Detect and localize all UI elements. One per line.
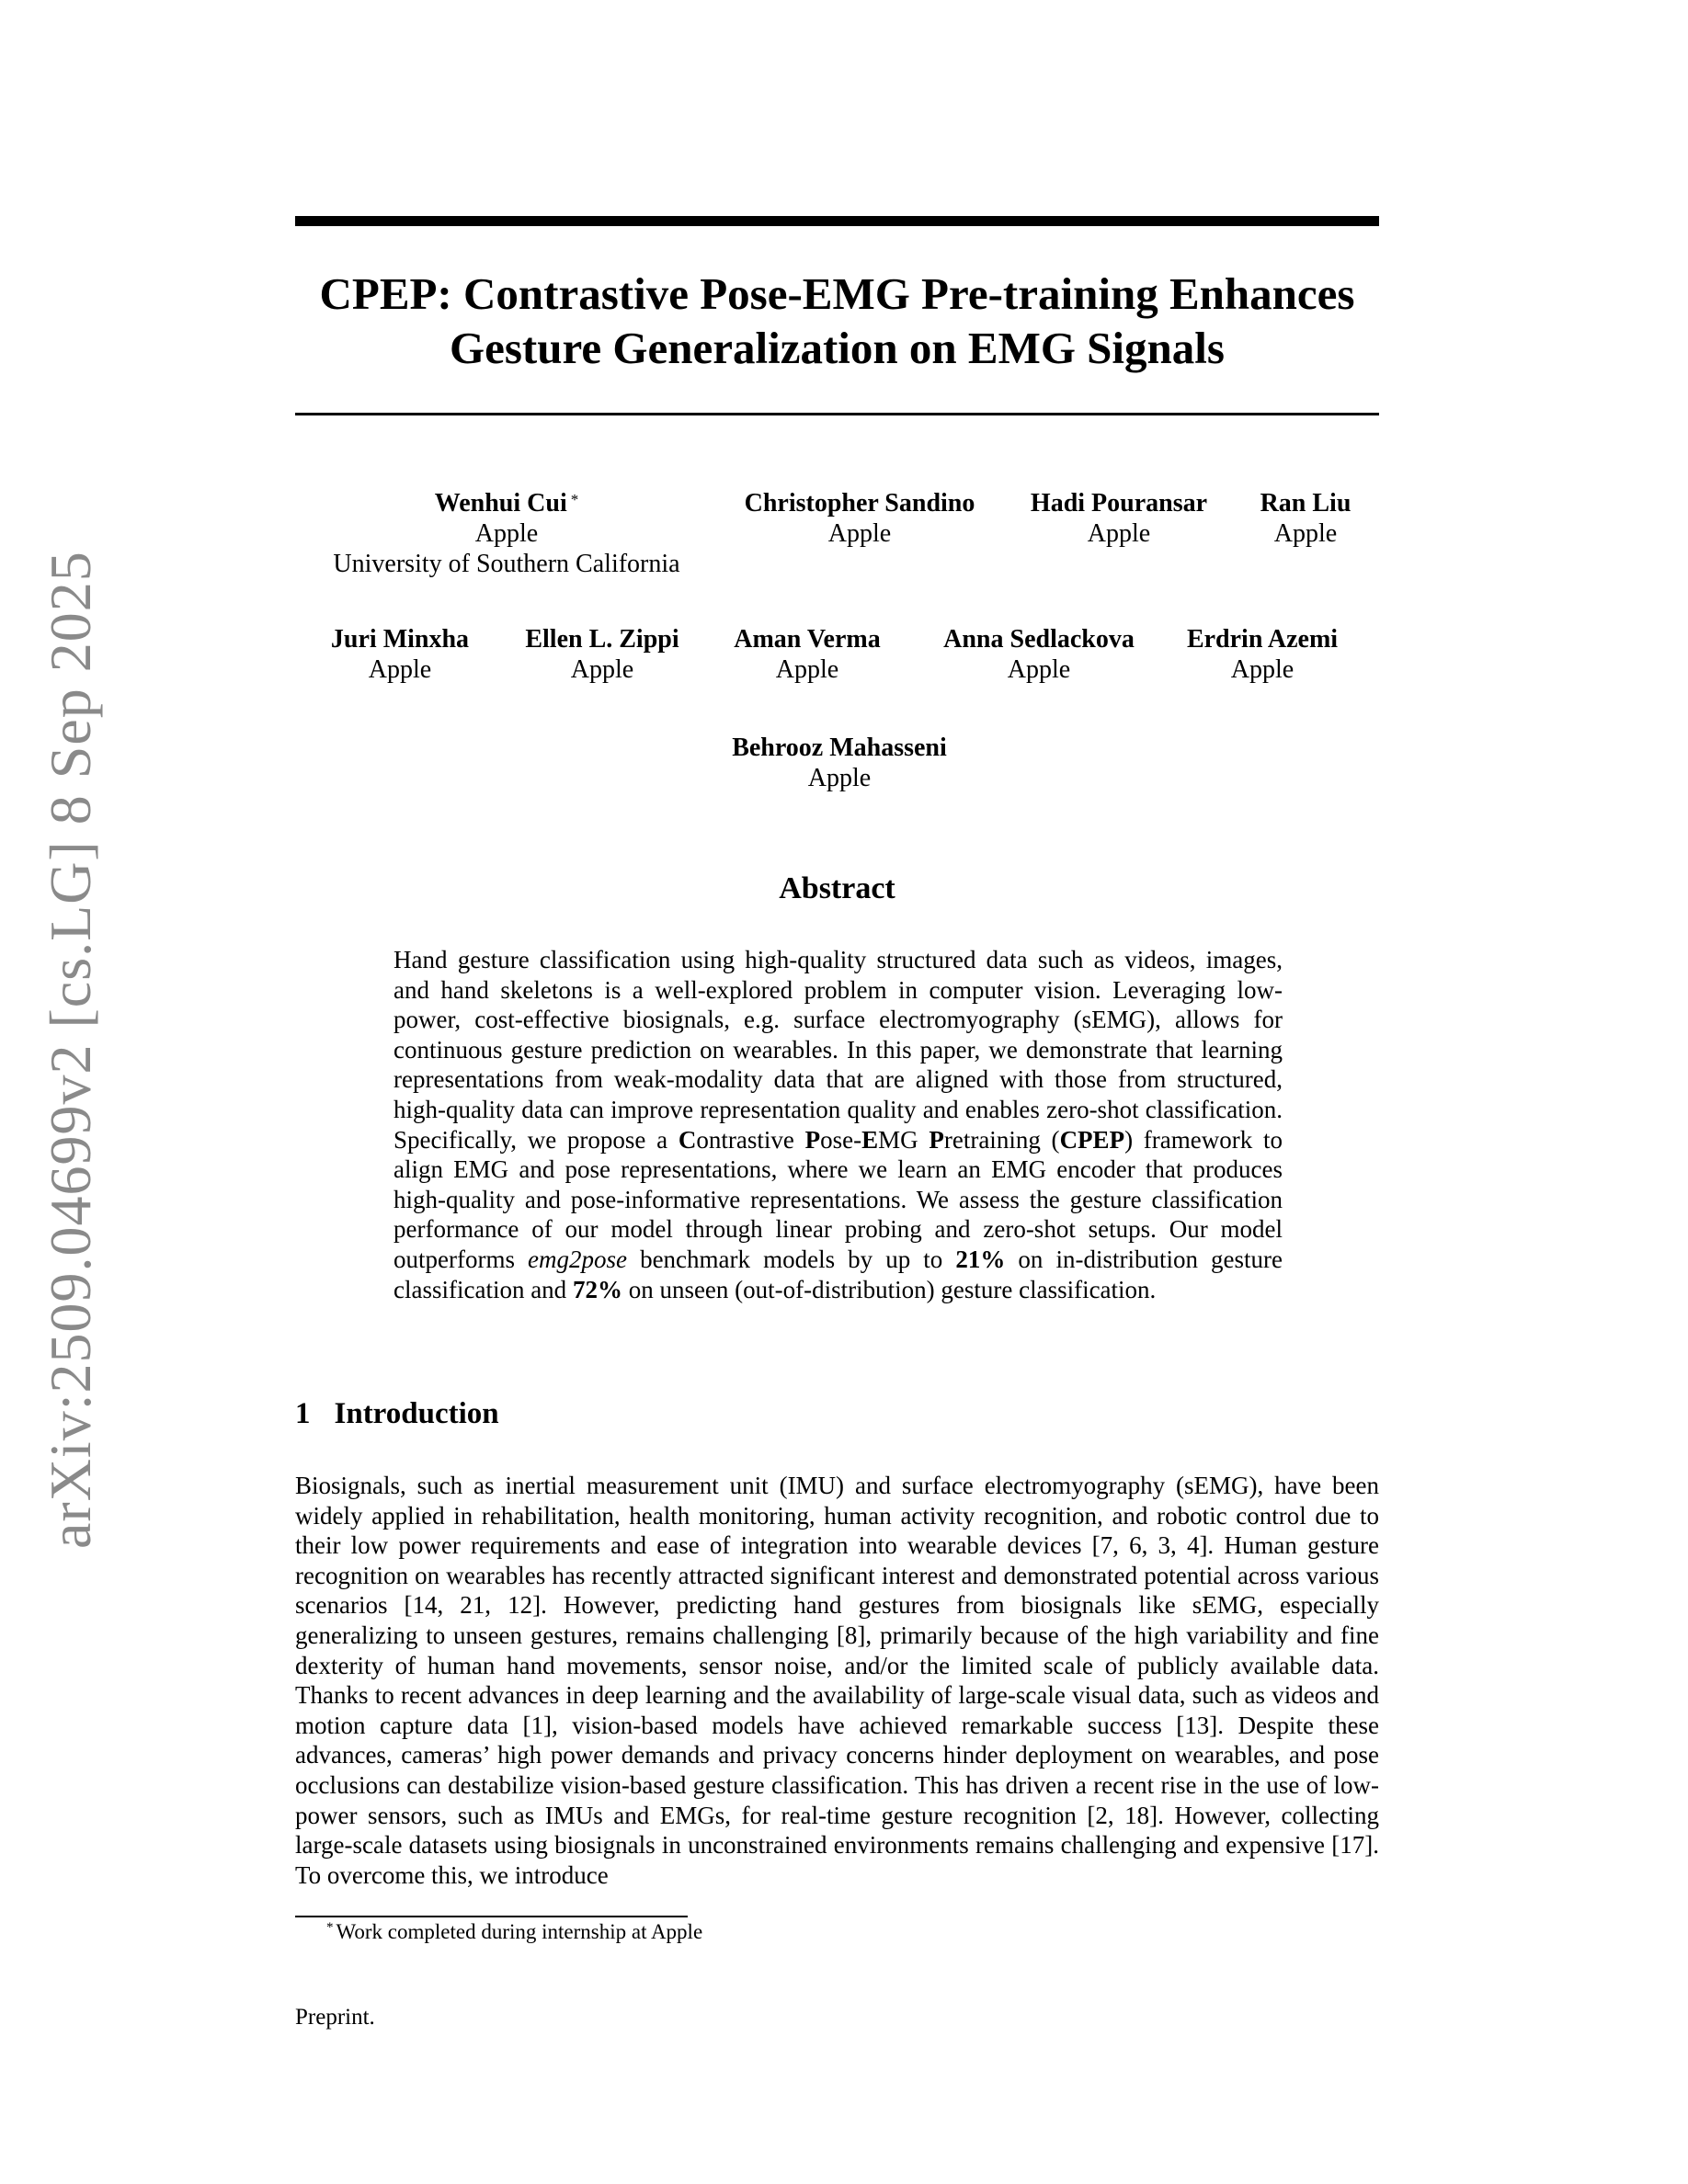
author-block-9 [1166,624,1359,685]
author-block-5 [317,624,483,685]
author-block-10 [701,733,977,793]
author-block-7 [720,624,895,685]
author-affiliation-5: Apple [368,655,432,684]
section-number: 1 [295,1397,311,1430]
author-name-3: Hadi Pouransar [1030,489,1208,518]
author-name-8: Anna Sedlackova [943,625,1135,654]
introduction-paragraph: Biosignals, such as inertial measurement unit (IMU) and surface electromyography (sEMG), have been widely applied in rehabilitation, health monitoring, human activity recognition, and robotic control due to their low power requirements and ease of integration into wearable devices [7, 6, 3, 4]. Human gesture recognition on wearables has recently attracted significant interest and demonstrated potential across various scenarios [14, 21, 12]. However, predicting hand gestures from biosignals like sEMG, especially generalizing to unseen gestures, remains challenging [8], primarily because of the high variability and fine dexterity of human hand movements, sensor noise, and/or the limited scale of publicly available data. Thanks to recent advances in deep learning and the availability of large-scale visual data, such as videos and motion capture data [1], vision-based models have achieved remarkable success [13]. Despite these advances, cameras’ high power demands and privacy concerns hinder deployment on wearables, and pose occlusions can destabilize vision-based gesture classification. This has driven a recent rise in the use of low-power sensors, such as IMUs and EMGs, for real-time gesture recognition [2, 18]. However, collecting large-scale datasets using biosignals in unconstrained environments remains challenging and expensive [17]. To overcome this, we introduce [295,1472,1379,1889]
author-block-3 [1013,488,1225,549]
author-affiliation-10: Apple [807,764,872,792]
author-name-10: Behrooz Mahasseni [732,734,947,762]
author-block-8 [924,624,1154,685]
in-distribution-gain: 21% [955,1245,1006,1273]
author-affiliation-8: Apple [1007,655,1071,684]
section-title: Introduction [334,1397,499,1430]
paper-title [295,267,1379,375]
section-heading-introduction [295,1397,499,1431]
author-block-6 [510,624,694,685]
author-name-9: Erdrin Azemi [1186,625,1339,654]
footnote-rule [295,1916,688,1917]
author-affiliation-1: Apple [474,519,539,548]
preprint-label: Preprint. [295,2005,375,2030]
author-name-5: Juri Minxha [330,625,470,654]
author-block-2 [722,488,998,549]
author-affiliation-7: Apple [775,655,839,684]
abstract-heading: Abstract [779,871,895,905]
author-block-1 [323,488,690,579]
author-footnote-mark: * [570,491,579,508]
paper-title-line-1: CPEP: Contrastive Pose-EMG Pre-training Enhances [319,268,1355,319]
author-affiliation-4: Apple [1273,519,1338,548]
benchmark-name: emg2pose [528,1245,628,1273]
author-block-4 [1241,488,1370,549]
footnote [326,1920,702,1944]
footnote-text: Work completed during internship at Apple [336,1920,703,1943]
footnote-mark: * [326,1920,334,1935]
author-name-1: Wenhui Cui * [434,489,579,518]
abstract-body: Hand gesture classification using high-quality structured data such as videos, images, and hand skeletons is a well-explored problem in computer vision. Leveraging low-power, cost-effective biosignals, e.g. surface electromyography (sEMG), allows for continuous gesture prediction on wearables. In this paper, we demonstrate that learning representations from weak-modality data that are aligned with those from structured, high-quality data can improve representation quality and enables zero-shot classification. Specifically, we propose a Contrastive Pose-EMG Pretraining (CPEP) framework to align EMG and pose representations, where we learn an EMG encoder that produces high-quality and pose-informative representations. We assess the gesture classification performance of our model through linear probing and zero-shot setups. Our model outperforms emg2pose benchmark models by up to 21% on in-distribution gesture classification and 72% on unseen (out-of-distribution) gesture classification. [393,946,1283,1303]
title-bottom-rule [295,413,1379,415]
out-of-distribution-gain: 72% [572,1275,622,1303]
author-affiliation-1b: University of Southern California [333,550,680,578]
author-affiliation-6: Apple [570,655,634,684]
author-affiliation-3: Apple [1087,519,1151,548]
title-top-rule [295,216,1379,226]
author-name-7: Aman Verma [734,625,881,654]
author-name-2: Christopher Sandino [744,489,975,518]
author-name-6: Ellen L. Zippi [525,625,679,654]
arxiv-identifier: arXiv:2509.04699v2 [cs.LG] 8 Sep 2025 [38,551,103,1549]
author-name-4: Ran Liu [1260,489,1352,518]
author-affiliation-9: Apple [1230,655,1295,684]
author-affiliation-2: Apple [827,519,892,548]
method-acronym: CPEP [1059,1125,1125,1154]
paper-title-line-2: Gesture Generalization on EMG Signals [450,323,1225,373]
